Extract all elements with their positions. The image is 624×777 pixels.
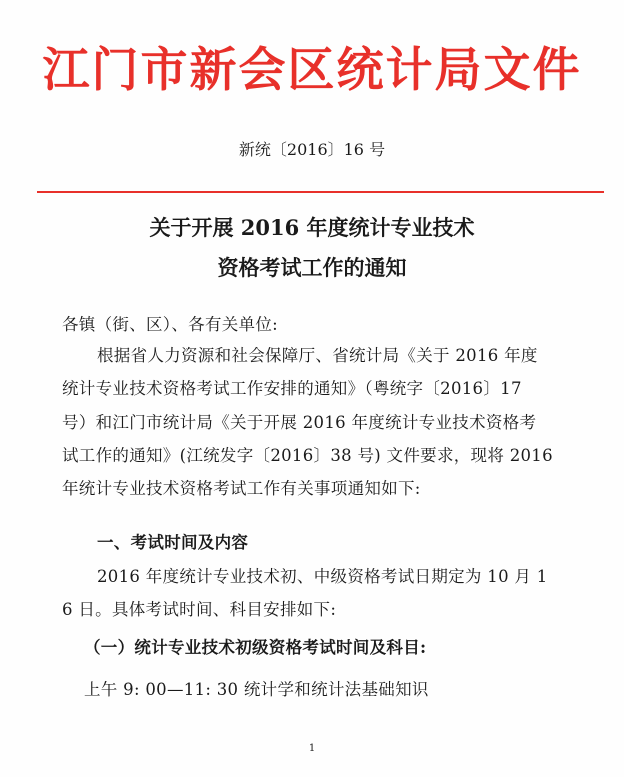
section-1-heading: 一、考试时间及内容 bbox=[97, 533, 249, 552]
issuer-header-title: 江门市新会区统计局文件 bbox=[42, 43, 582, 98]
salutation: 各镇（街、区）、各有关单位: bbox=[62, 315, 279, 334]
paragraph-1-line-5: 年统计专业技术资格考试工作有关事项通知如下: bbox=[62, 479, 421, 498]
paragraph-2-line-1: 2016 年度统计专业技术初、中级资格考试日期定为 10 月 1 bbox=[97, 567, 548, 586]
paragraph-1-line-1: 根据省人力资源和社会保障厅、省统计局《关于 2016 年度 bbox=[97, 346, 538, 365]
paragraph-2-line-2: 6 日。具体考试时间、科目安排如下: bbox=[62, 600, 337, 619]
exam-schedule-line: 上午 9: 00—11: 30 统计学和统计法基础知识 bbox=[84, 680, 429, 699]
red-divider-line bbox=[37, 191, 604, 193]
notice-title-line-2: 资格考试工作的通知 bbox=[217, 255, 407, 280]
paragraph-1-line-3: 号）和江门市统计局《关于开展 2016 年度统计专业技术资格考 bbox=[62, 413, 537, 432]
paragraph-1-line-4: 试工作的通知》(江统发字〔2016〕38 号) 文件要求，现将 2016 bbox=[62, 446, 553, 465]
subsection-1-heading: （一）统计专业技术初级资格考试时间及科目: bbox=[84, 638, 427, 657]
notice-title-line-1: 关于开展 2016 年度统计专业技术 bbox=[149, 215, 475, 240]
paragraph-1-line-2: 统计专业技术资格考试工作安排的通知》（粤统字〔2016〕17 bbox=[62, 379, 522, 398]
page-number: 1 bbox=[308, 743, 316, 754]
document-number: 新统〔2016〕16 号 bbox=[238, 140, 386, 159]
